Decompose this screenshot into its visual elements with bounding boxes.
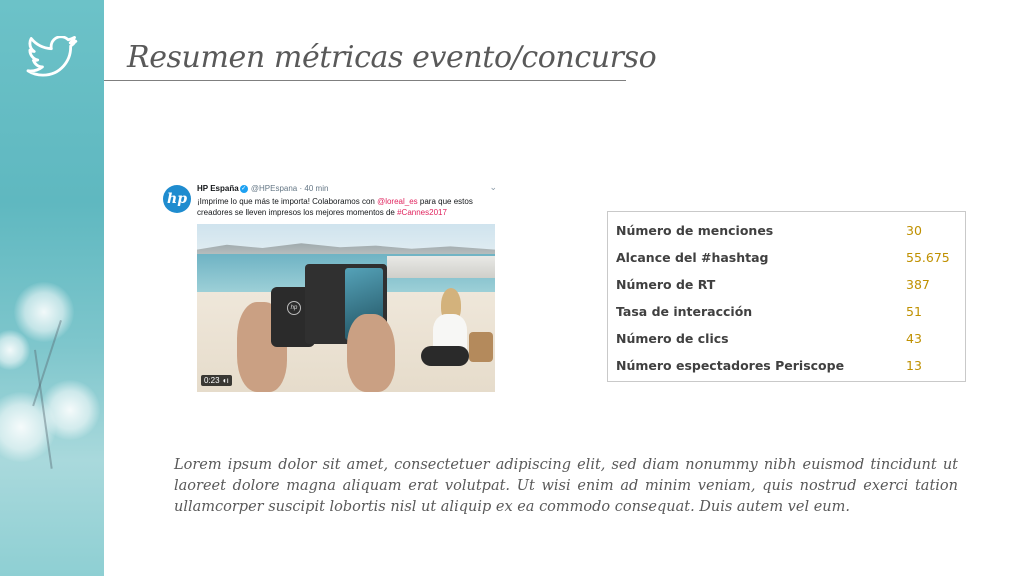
slide-title: Resumen métricas evento/concurso: [127, 40, 657, 75]
tweet-hashtag-link: #Cannes2017: [397, 208, 447, 217]
tweet-card: [161, 180, 501, 395]
metric-value: 43: [906, 331, 922, 346]
metric-row: [616, 356, 956, 376]
metric-row: [616, 275, 956, 295]
metric-value: 30: [906, 223, 922, 238]
metric-label: Número de RT: [616, 277, 716, 292]
metric-value: 55.675: [906, 250, 950, 265]
side-panel: [0, 0, 104, 576]
metric-label: Tasa de interacción: [616, 304, 753, 319]
metric-value: 387: [906, 277, 930, 292]
metric-row: [616, 302, 956, 322]
media-person: [431, 288, 475, 378]
media-device-logo: hp: [287, 301, 301, 315]
metric-value: 51: [906, 304, 922, 319]
metric-label: Número espectadores Periscope: [616, 358, 845, 373]
metric-label: Número de clics: [616, 331, 729, 346]
metrics-table: [607, 211, 966, 382]
tweet-separator: ·: [299, 184, 303, 193]
verified-badge-icon: ✓: [241, 185, 247, 192]
metric-label: Alcance del #hashtag: [616, 250, 769, 265]
tweet-time: 40 min: [304, 184, 329, 193]
tweet-mention-link: @loreal_es: [377, 197, 418, 206]
title-underline: [104, 80, 626, 81]
tweet-text-start: ¡Imprime lo que más te importa! Colaboramos con: [197, 197, 378, 206]
video-duration: 0:23: [204, 376, 220, 385]
chevron-down-icon: ⌄: [489, 182, 497, 192]
blossom-decoration: [14, 282, 74, 342]
metric-row: [616, 221, 956, 241]
tweet-account-name: HP España: [197, 184, 239, 193]
tweet-text: [197, 196, 497, 218]
volume-icon: ◖ı: [221, 376, 229, 385]
metric-label: Número de menciones: [616, 223, 774, 238]
media-pier: [387, 256, 495, 278]
tweet-video-thumbnail: [197, 224, 495, 392]
metric-value: 13: [906, 358, 922, 373]
blossom-decoration: [40, 380, 100, 440]
video-duration-badge: [201, 375, 232, 386]
metric-row: [616, 329, 956, 349]
tweet-handle: @HPEspana: [250, 184, 298, 193]
twitter-bird-icon: [26, 36, 78, 80]
tweet-text-middle: para que estos creadores se lleven impresos los mejores momentos de: [197, 197, 473, 217]
metric-row: [616, 248, 956, 268]
media-person-legs: [421, 346, 469, 366]
media-right-hand: [347, 314, 395, 392]
hp-avatar-logo: hp: [163, 185, 191, 213]
media-bag: [469, 332, 493, 362]
body-text: Lorem ipsum dolor sit amet, consectetuer adipiscing elit, sed diam nonummy nibh euismod tincidunt ut laoreet dolore magna aliquam erat volutpat. Ut wisi enim ad minim veniam, quis nostrud exerci tation ullamcorper suscipit lobortis nisl ut aliquip ex ea commodo consequat. Duis autem vel eum.: [174, 457, 958, 515]
tweet-header: [197, 184, 328, 193]
